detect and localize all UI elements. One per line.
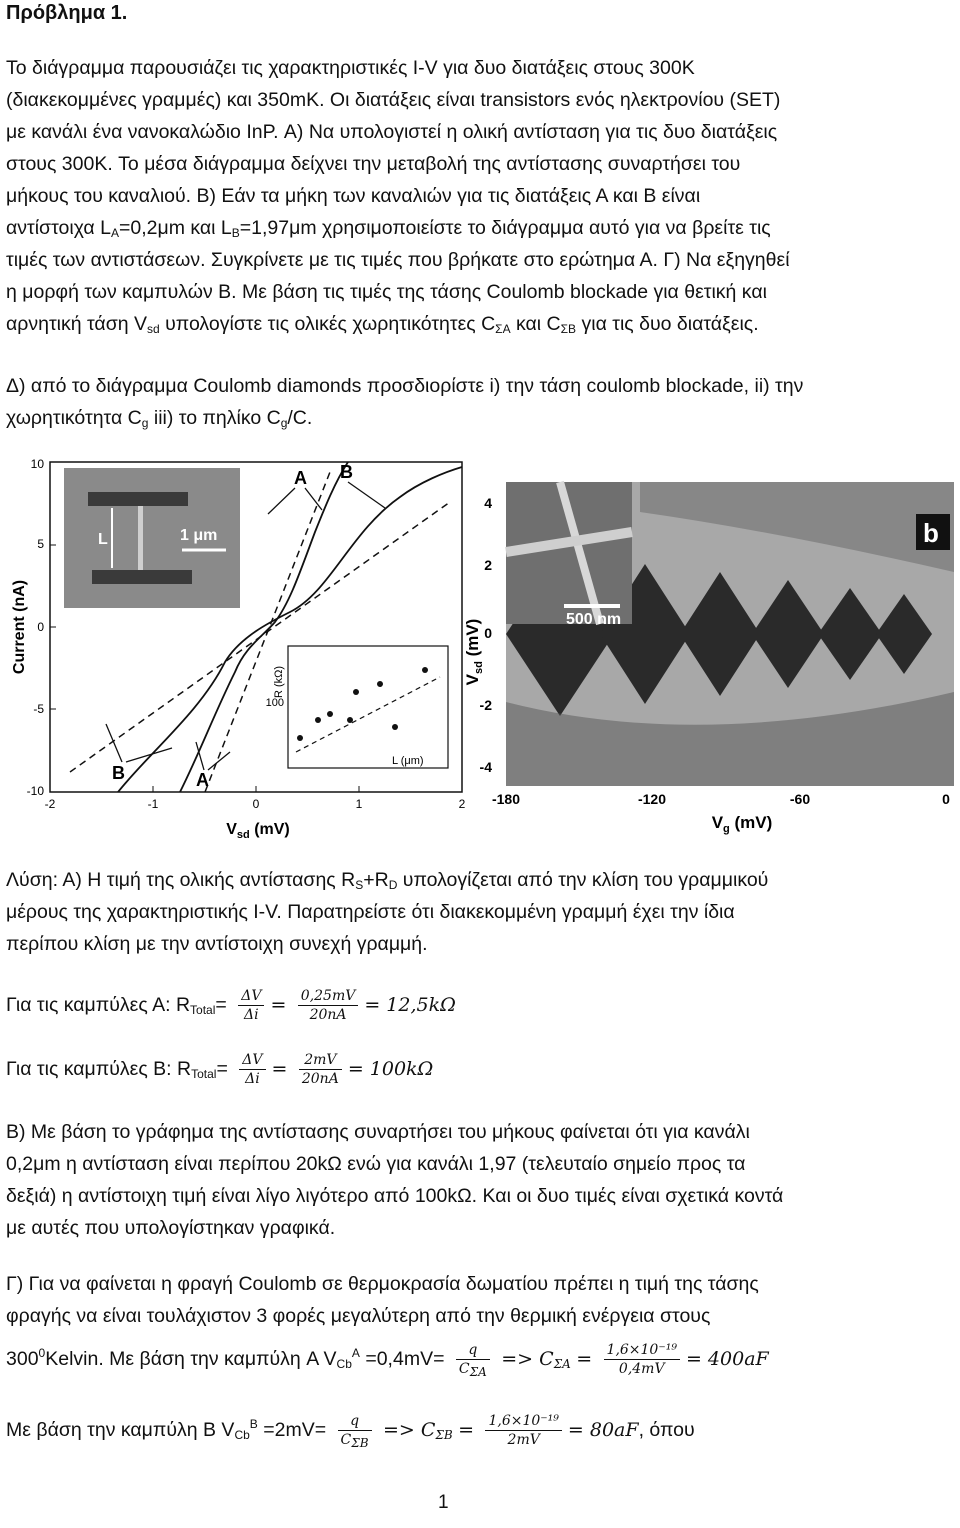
- ytick: 2: [484, 557, 492, 573]
- inset-point: [422, 667, 428, 673]
- inset-point: [315, 717, 321, 723]
- page-number: 1: [438, 1492, 449, 1513]
- inset-point: [353, 689, 359, 695]
- inset-x-label: L (μm): [392, 755, 424, 767]
- panel-label: b: [923, 518, 939, 548]
- text-line: Β) Με βάση το γράφημα της αντίστασης συναρτήσει του μήκους φαίνεται ότι για κανάλι: [6, 1121, 750, 1143]
- inset-point: [297, 735, 303, 741]
- x-axis-label: $V_g$ (mV): [711, 813, 773, 835]
- xtick: -2: [44, 797, 56, 811]
- equation-csa: $300^0Kelvin$. Με βάση την καμπύλη A $V_{Cb}^A =0,4mV=$ $\frac{q}{C_{\Sigma A}}$ => $C_{\Sigma A}$ = $\frac{\text{1,6×10⁻¹⁹}}{0,4mV}$ = 400aF: [6, 1342, 769, 1380]
- solution-c: [6, 1268, 886, 1332]
- inset-point: [347, 717, 353, 723]
- label-a-bottom: A: [196, 770, 209, 790]
- xtick: -120: [637, 791, 667, 807]
- iv-plot: [11, 457, 466, 841]
- xtick: -180: [491, 791, 521, 807]
- text-line: Λύση: Α) Η τιμή της ολικής αντίστασης $R_S+R_D$ υπολογίζεται από την κλίση του γραμμικού: [6, 869, 769, 892]
- ytick: 0: [484, 625, 492, 641]
- text-line: φραγής να είναι τουλάχιστον 3 φορές μεγαλύτερη από την θερμική ενέργεια στους: [6, 1305, 711, 1327]
- text-line: μήκους του καναλιού. Β) Εάν τα μήκη των καναλιών για τις διατάξεις Α και Β είναι: [6, 185, 701, 207]
- inset-point: [377, 681, 383, 687]
- text-line: αρνητική τάση $V_{sd}$ υπολογίστε τις ολικές χωρητικότητες $C_{\Sigma A}$ και $C_{\Sigma B}$ για τις δυο διατάξεις.: [6, 313, 759, 336]
- ytick: 5: [37, 537, 44, 551]
- text-line: Δ) από το διάγραμμα Coulomb diamonds προσδιορίστε i) την τάση coulomb blockade, ii) την: [6, 375, 804, 397]
- scale-bar-label: 500 nm: [566, 611, 622, 628]
- text-line: χωρητικότητα $C_g$ iii) το πηλίκο $C_g/C$.: [6, 407, 313, 430]
- y-axis-label: $V_{sd}$ (mV): [463, 618, 485, 686]
- label-b-top: B: [340, 462, 353, 482]
- ytick: 10: [30, 457, 44, 471]
- equation-a: Για τις καμπύλες Α: $R_{Total}=$ $\frac{\Delta V}{\Delta i}$ = $\frac{0,25mV}{20nA}$ = 12,5kΩ: [6, 988, 456, 1024]
- ytick: -2: [479, 697, 492, 713]
- inset-ytick: 100: [265, 697, 284, 709]
- text-line: αντίστοιχα $L_A=0,2\mu m$ και $L_B=1,97\mu m$ χρησιμοποιείστε το διάγραμμα αυτό για να βρείτε τις: [6, 217, 771, 240]
- coulomb-diamonds-plot: [463, 482, 954, 835]
- xtick: -1: [147, 797, 159, 811]
- equation-b: Για τις καμπύλες Β: $R_{Total}=$ $\frac{\Delta V}{\Delta i}$ = $\frac{2mV}{20nA}$ = 100kΩ: [6, 1052, 434, 1088]
- text-line: στους 300K. Το μέσα διάγραμμα δείχνει την μεταβολή της αντίστασης συναρτήσει του: [6, 153, 741, 175]
- problem-statement: [6, 52, 886, 340]
- label-b-bottom: B: [112, 763, 125, 783]
- ytick: 0: [37, 620, 44, 634]
- xtick: 0: [252, 797, 260, 811]
- inset-point: [392, 724, 398, 730]
- inset-point: [327, 711, 333, 717]
- text-line: η μορφή των καμπυλών Β. Με βάση τις τιμές της τάσης Coulomb blockade για θετική και: [6, 281, 767, 303]
- xtick: 1: [355, 797, 363, 811]
- ytick: -4: [479, 759, 492, 775]
- resistance-inset: [288, 646, 448, 768]
- text-line: (διακεκομμένες γραμμές) και 350mK. Οι διατάξεις είναι transistors ενός ηλεκτρονίου (SET): [6, 89, 781, 111]
- text-line: μέρους της χαρακτηριστικής I-V. Παρατηρείστε ότι διακεκομμένη γραμμή έχει την ίδια: [6, 901, 735, 923]
- text-line: Γ) Για να φαίνεται η φραγή Coulomb σε θερμοκρασία δωματίου πρέπει η τιμή της τάσης: [6, 1273, 759, 1295]
- x-axis-label: $V_{sd}$ (mV): [226, 821, 290, 841]
- text-line: περίπου κλίση με την αντίστοιχη συνεχή γραμμή.: [6, 933, 428, 955]
- figure: [0, 452, 960, 842]
- ytick: 4: [484, 495, 492, 511]
- xtick: 0: [942, 791, 950, 807]
- page-title: Πρόβλημα 1.: [6, 2, 128, 24]
- text-line: Το διάγραμμα παρουσιάζει τις χαρακτηριστικές I-V για δυο διατάξεις στους 300K: [6, 57, 695, 79]
- xtick: 2: [458, 797, 466, 811]
- solution-a: [6, 864, 886, 960]
- text-line: με κανάλι ένα νανοκαλώδιο InP. Α) Να υπολογιστεί η ολική αντίσταση για τις δυο διατάξεις: [6, 121, 778, 143]
- ytick: -5: [33, 702, 44, 716]
- xtick: -60: [789, 791, 811, 807]
- text-line: με αυτές που υπολογίστηκαν γραφικά.: [6, 1217, 336, 1239]
- y-axis-label: Current (nA): [11, 579, 28, 675]
- label-a-top: A: [294, 468, 307, 488]
- text-line: 0,2μm η αντίσταση είναι περίπου 20kΩ ενώ για κανάλι 1,97 (τελευταίο σημείο προς τα: [6, 1153, 746, 1175]
- scale-bar-label: 1 μm: [180, 527, 218, 544]
- text-line: δεξιά) η αντίστοιχη τιμή είναι λίγο λιγότερο από 100kΩ. Και οι δυο τιμές είναι σχετικά κοντά: [6, 1185, 784, 1207]
- inset-y-label: R (kΩ): [273, 665, 285, 699]
- solution-b: [6, 1116, 886, 1244]
- inset-length-label: L: [98, 531, 108, 548]
- ytick: -10: [26, 784, 44, 798]
- question-delta: [6, 370, 886, 434]
- text-line: τιμές των αντιστάσεων. Συγκρίνετε με τις τιμές που βρήκατε στο ερώτημα Α. Γ) Να εξηγηθεί: [6, 249, 790, 271]
- equation-csb: Με βάση την καμπύλη B $V_{Cb}^B =2mV=$ $\frac{q}{C_{\Sigma B}}$ => $C_{\Sigma B}$ = $\frac{\text{1,6×10⁻¹⁹}}{2mV}$ = 80aF, όπου: [6, 1413, 695, 1451]
